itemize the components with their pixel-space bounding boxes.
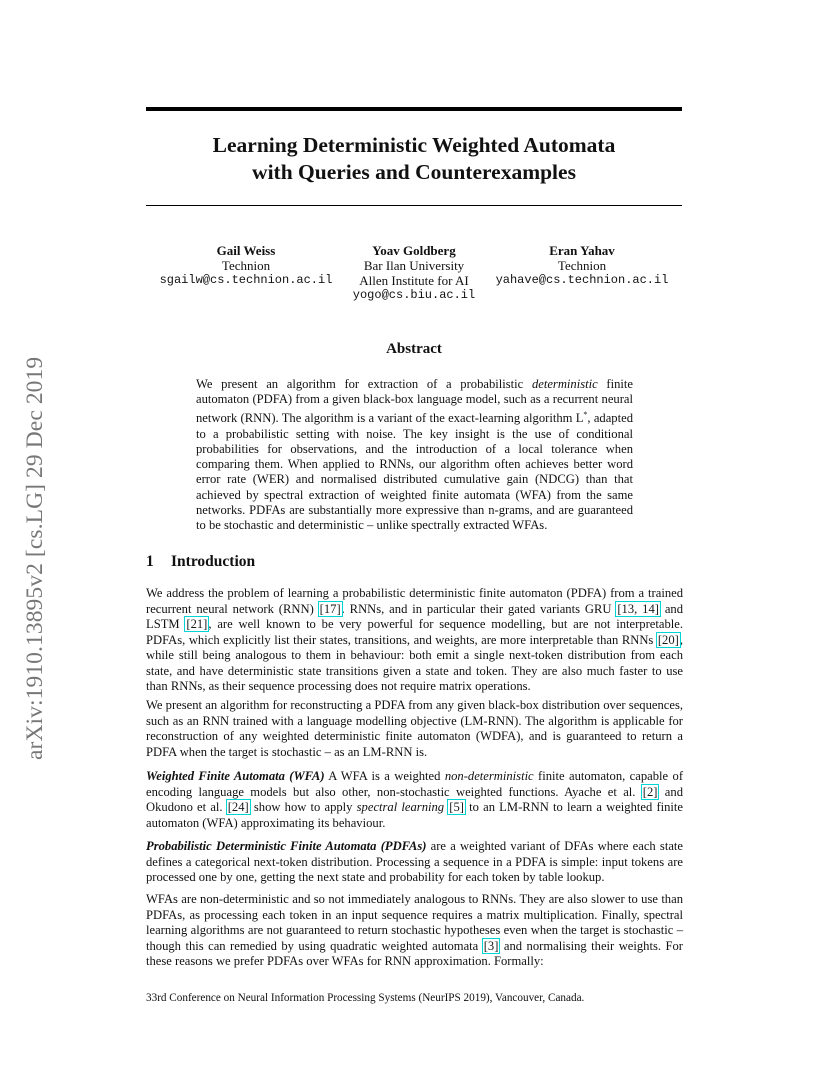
text-run: . RNNs, and in particular their gated variants GRU [341, 601, 617, 616]
text-run: , while still being analogous to them in behaviour: both emit a single next-token distribution from each state, and have deterministic state transitions given a state and token. They are also much faster to use than RNNs, as their sequence processing does not require matrix operations. [146, 632, 683, 693]
author-affiliation: Technion [221, 258, 271, 273]
paragraph-5 [146, 892, 683, 970]
text-run: and LSTM [146, 601, 684, 631]
abstract-superscript: * [583, 410, 588, 420]
abstract-text [196, 377, 633, 533]
citation-link[interactable]: [3] [483, 938, 499, 953]
author-block-3 [482, 243, 682, 288]
emphasis: spectral learning [356, 800, 445, 814]
paragraph-1 [146, 586, 683, 695]
author-name: Eran Yahav [549, 243, 615, 258]
author-email: sgailw@cs.technion.ac.il [159, 273, 333, 287]
title-line-2: with Queries and Counterexamples [252, 160, 576, 184]
text-run: finite automaton, capable of encoding language models but also other, non-stochastic weighted functions. Ayache et al. [146, 769, 684, 799]
text-run: show how to apply [249, 800, 357, 814]
author-email: yogo@cs.biu.ac.il [352, 288, 476, 302]
author-name: Gail Weiss [216, 243, 276, 258]
citation-link[interactable]: [5] [449, 800, 464, 814]
title-line-1: Learning Deterministic Weighted Automata [212, 133, 616, 157]
text-run: We address the problem of learning a probabilistic deterministic finite automaton (PDFA) from a trained recurrent neural network (RNN) [146, 586, 683, 616]
section-title: Introduction [171, 553, 256, 570]
text-run: are a weighted variant of DFAs where each state defines a categorical next-token distribution. Processing a sequence in a PDFA is simple: input tokens are processed one by one, getting the next state and probability for each token by table lookup. [146, 839, 683, 884]
paragraph-3 [146, 769, 683, 831]
text-run: and normalising their weights. For these reasons we prefer PDFAs over WFAs for RNN approximation. Formally: [146, 938, 683, 968]
paragraph-2 [146, 698, 683, 760]
text-run: and Okudono et al. [146, 784, 683, 814]
citation-link[interactable]: [21] [186, 617, 208, 631]
citation-link[interactable]: [20] [657, 632, 679, 647]
text-run: A WFA is a weighted [324, 769, 445, 783]
citation-link[interactable]: [2] [642, 784, 658, 799]
abstract-part: , adapted to a probabilistic setting with noise. The key insight is the use of conditional probabilities for observations, and the introduction of a local tolerance when comparing them. When applied to RNNs, our algorithm often achieves better word error rate (WER) and normalised distributed cumulative gain (NDCG) than that achieved by spectral extraction of weighted finite automata (WFA) from the same networks. PDFAs are substantially more expressive than n-grams, and are guaranteed to be stochastic and deterministic – unlike spectrally extracted WFAs. [196, 411, 633, 533]
paper-title [146, 132, 682, 186]
emphasis: non-deterministic [444, 769, 534, 783]
citation-link[interactable]: [24] [227, 800, 249, 814]
abstract-heading: Abstract [386, 341, 442, 357]
text-run: WFAs are non-deterministic and so not immediately analogous to RNNs. They are also slower to use than PDFAs, as processing each token in an input sequence requires a matrix multiplication. Finally, spectral learning algorithms are not guaranteed to return stochastic hypotheses even when the target is stochastic – though this can remedied by using quadratic weighted automata [146, 892, 683, 953]
conference-footer: 33rd Conference on Neural Information Processing Systems (NeurIPS 2019), Vancouver, Canada. [146, 992, 585, 1004]
paragraph-heading: Weighted Finite Automata (WFA) [146, 769, 325, 783]
section-heading [146, 553, 255, 571]
title-bottom-rule [146, 205, 682, 206]
author-block-2 [344, 243, 484, 303]
author-name: Yoav Goldberg [372, 243, 456, 258]
author-email: yahave@cs.technion.ac.il [495, 273, 669, 287]
author-affiliation-2: Allen Institute for AI [359, 273, 469, 288]
abstract-part: finite automaton (PDFA) from a given black-box language model, such as a recurrent neural network (RNN). The algorithm is a variant of the exact-learning algorithm L [196, 377, 633, 426]
citation-link[interactable]: [17] [319, 601, 341, 616]
author-block-1 [146, 243, 346, 288]
citation-link[interactable]: [13, 14] [617, 601, 659, 616]
section-number: 1 [146, 553, 154, 570]
author-affiliation: Bar Ilan University [363, 258, 465, 273]
arxiv-sidebar-stamp: arXiv:1910.13895v2 [cs.LG] 29 Dec 2019 [22, 356, 48, 760]
abstract-emphasis: deterministic [531, 377, 598, 391]
text-run: , are well known to be very powerful for sequence modelling, but are not interpretable. PDFAs, which explicitly list their states, transitions, and weights, are more interpretable than RNNs [146, 617, 683, 647]
author-affiliation: Technion [557, 258, 607, 273]
title-top-rule [146, 107, 682, 111]
paragraph-4 [146, 839, 683, 886]
abstract-part: We present an algorithm for extraction of a probabilistic [196, 377, 532, 391]
paragraph-heading: Probabilistic Deterministic Finite Automata (PDFAs) [146, 839, 427, 853]
paragraph-text: We present an algorithm for reconstructing a PDFA from any given black-box distribution over sequences, such as an RNN trained with a language modelling objective (LM-RNN). The algorithm is applicable for reconstruction of any weighted deterministic finite automaton (WDFA), and is guaranteed to return a PDFA when the target is stochastic – as an LM-RNN is. [146, 698, 683, 759]
text-run: to an LM-RNN to learn a weighted finite automaton (WFA) approximating its behaviour. [146, 800, 684, 830]
